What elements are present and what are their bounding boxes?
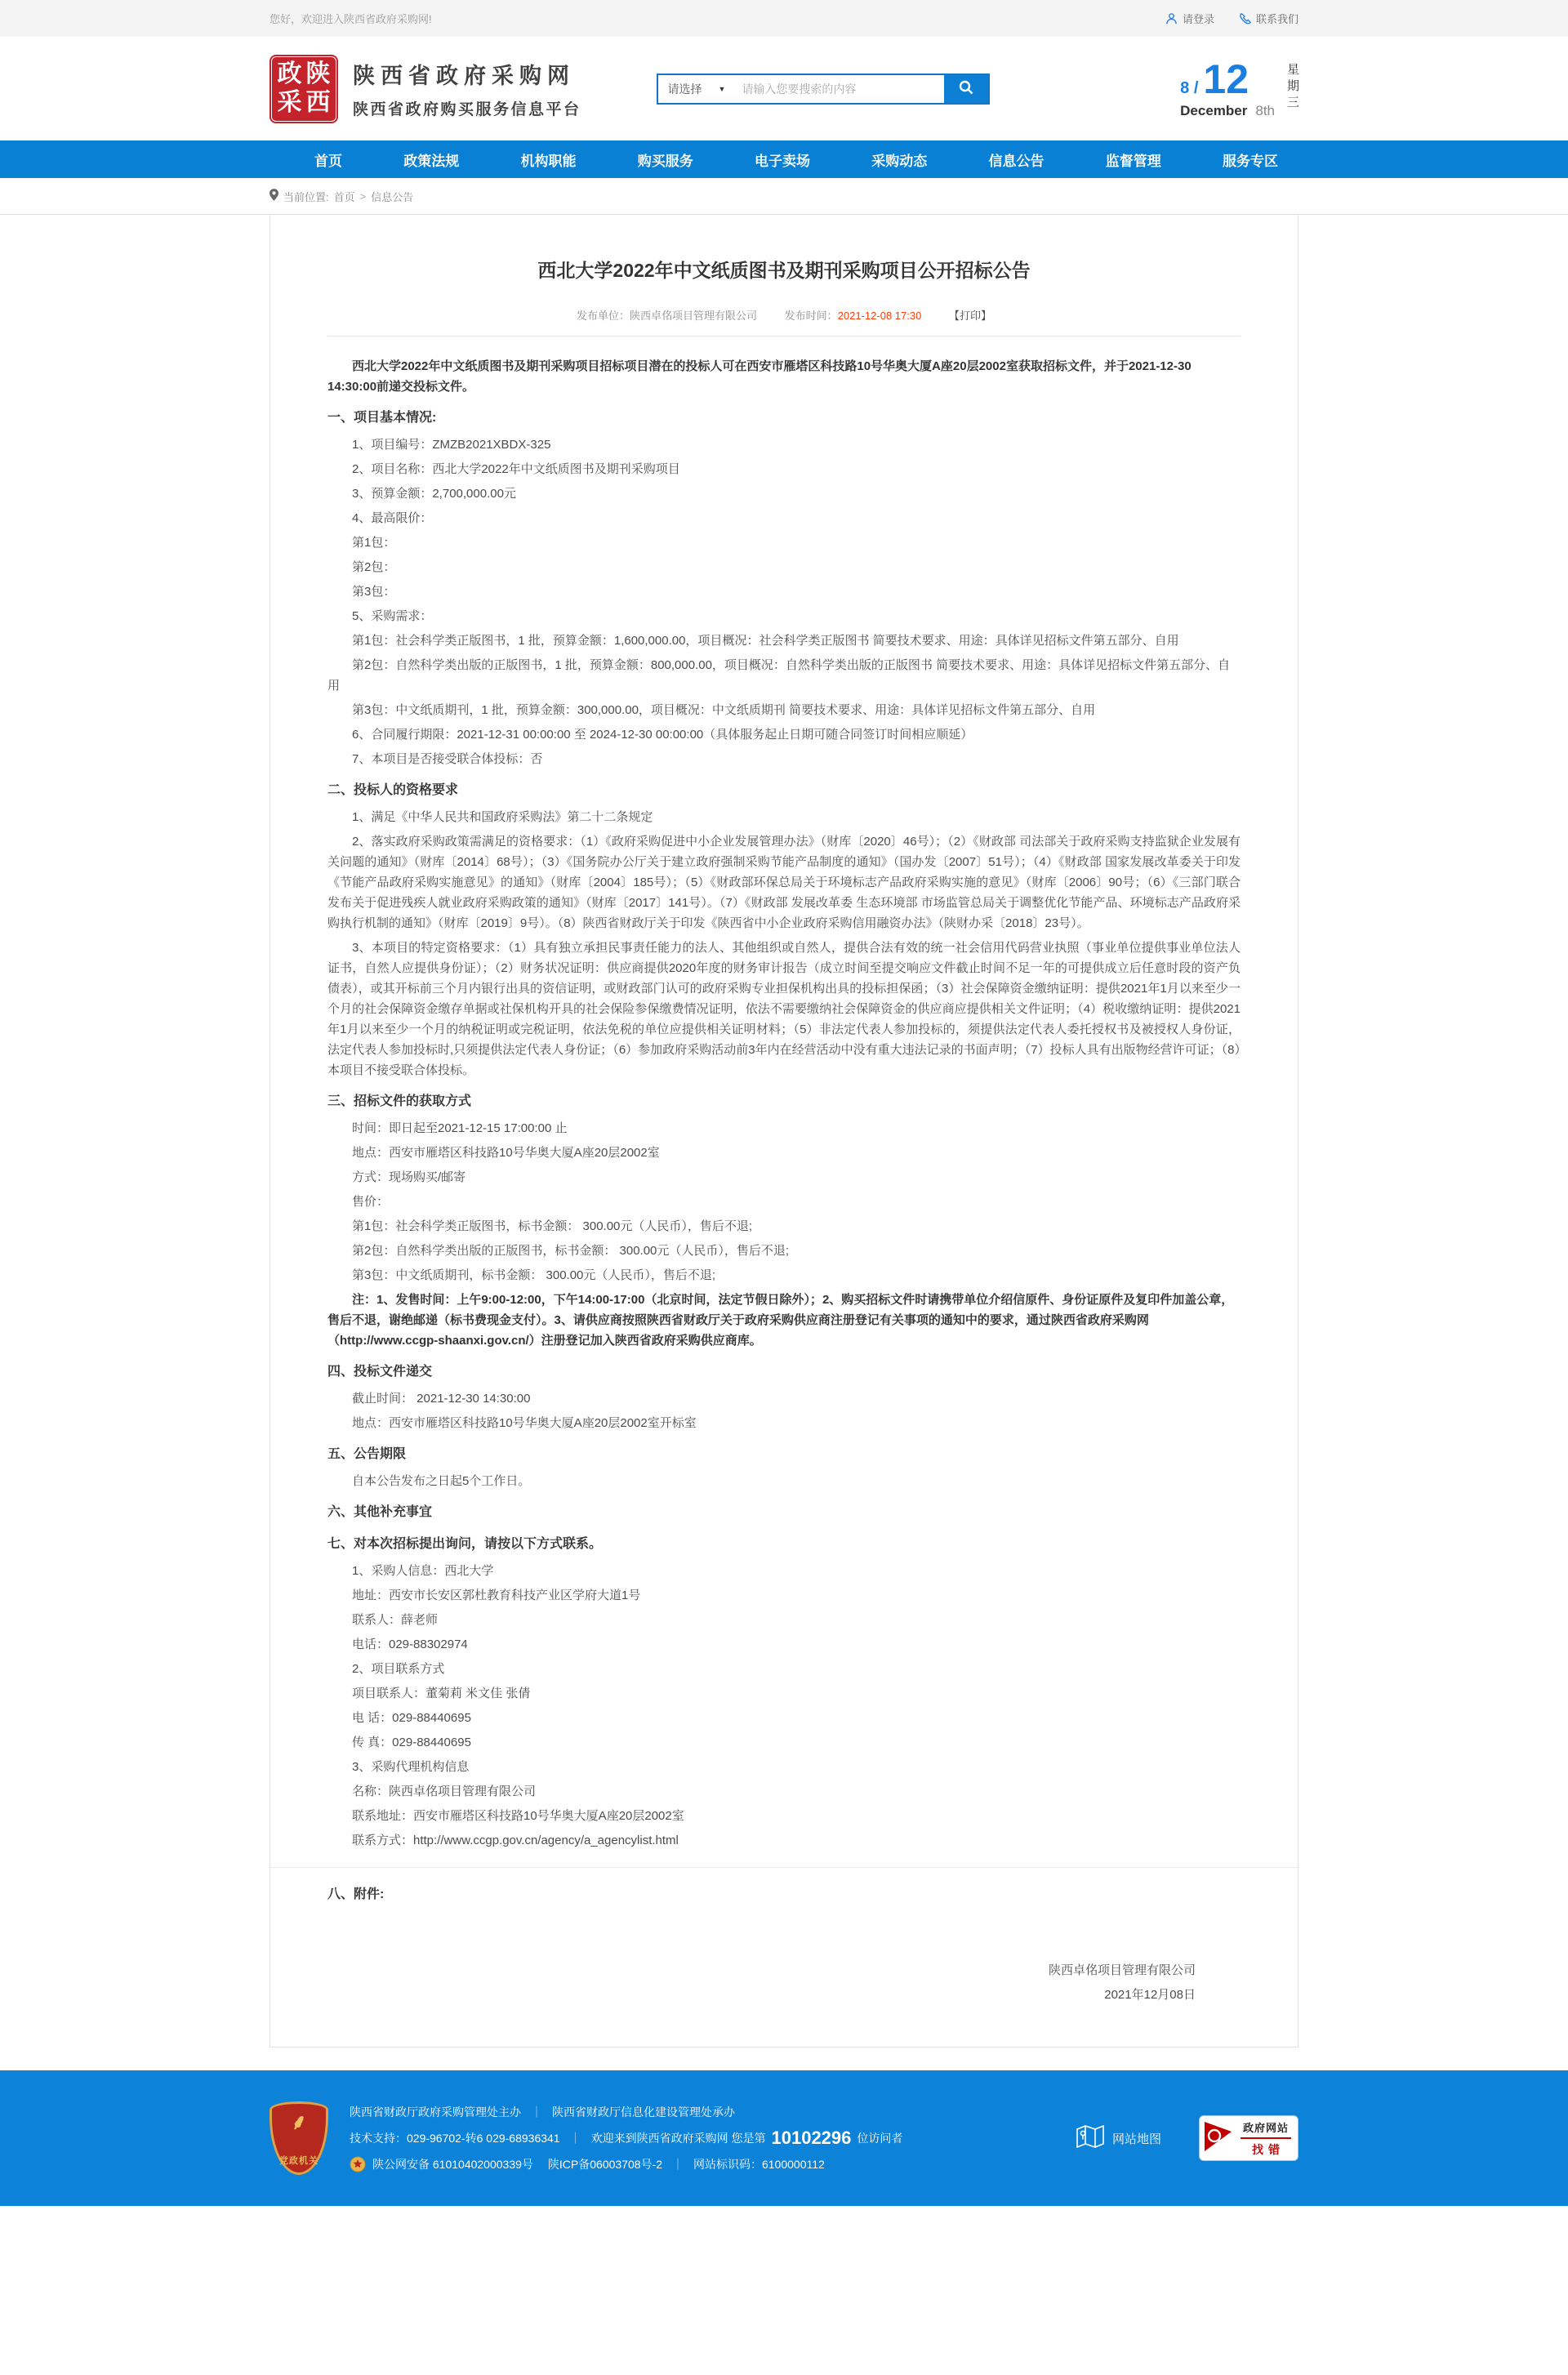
gov-site-error-report-badge[interactable]	[1199, 2115, 1298, 2161]
doc-paragraph: 7、本项目是否接受联合体投标：否	[352, 752, 543, 766]
badge-rule	[1241, 2137, 1291, 2139]
doc-paragraph: 项目联系人：董菊莉 米文佳 张倩	[352, 1687, 531, 1700]
doc-paragraph: 1、采购人信息：西北大学	[352, 1564, 494, 1578]
spacer	[327, 1911, 1241, 1956]
doc-paragraph-long: 2、落实政府采购政策需满足的资格要求：（1）《政府采购促进中小企业发展管理办法》（财库〔2020〕46号）；（2）《财政部 司法部关于政府采购支持监狱企业发展有关问题的通知》（财库〔2014〕68号）；（3）《国务院办公厅关于建立政府强制采购节能产品制度的通知》（国办发〔2007〕51号）；（4）《财政部 国家发展改革委关于印发《节能产品政府采购实施意见》的通知》（财库〔2004〕185号）；（5）《财政部环保总局关于环境标志产品政府采购实施的意见》（财库〔2006〕90号；（6）《三部门联合发布关于促进残疾人就业政府采购政策的通知》（财库〔2017〕141号）。（7）《财政部 发展改革委 生态环境部 市场监管总局关于调整优化节能产品、环境标志产品政府采购执行机制的通知》（财库〔2019〕9号）。（8）陕西省财政厅关于印发《陕西省中小企业政府采购信用融资办法》（陕财办采〔2018〕23号）。	[327, 835, 1241, 930]
visitor-welcome-post: 位访问者	[857, 2132, 903, 2145]
content-area	[0, 214, 1568, 2070]
footer-separator: ｜	[531, 2105, 542, 2119]
search-select-label: 请选择	[667, 82, 702, 96]
doc-paragraph: 1、项目编号：ZMZB2021XBDX-325	[352, 438, 551, 452]
content-divider	[270, 1867, 1298, 1868]
footer-beian	[350, 2156, 902, 2172]
signature-company: 陕西卓佲项目管理有限公司	[1048, 1963, 1196, 1977]
nav-item-1[interactable]: 政策法规	[403, 153, 460, 169]
location-pin-icon	[270, 189, 278, 203]
section-heading: 五、公告期限	[327, 1447, 407, 1461]
torch-glyph: ⸙	[291, 2110, 307, 2134]
print-button[interactable]: 【打印】	[948, 310, 991, 322]
contact-label: 联系我们	[1255, 13, 1298, 25]
nav-item-3[interactable]: 购买服务	[637, 153, 693, 169]
doc-paragraph-bold: 西北大学2022年中文纸质图书及期刊采购项目招标项目潜在的投标人可在西安市雁塔区科技路10号华奥大厦A座20层2002室获取招标文件，并于2021-12-30 14:30:00前递交投标文件。	[327, 359, 1192, 394]
site-title: 陕西省政府采购网	[353, 64, 575, 88]
nav-item-4[interactable]: 电子卖场	[755, 153, 810, 169]
date-weekday: 星期三	[1285, 63, 1299, 112]
login-label: 请登录	[1182, 13, 1214, 25]
doc-paragraph: 6、合同履行期限：2021-12-31 00:00:00 至 2024-12-30 00:00:00（具体服务起止日期可随合同签订时间相应顺延）	[352, 728, 973, 742]
breadcrumb-separator: >	[359, 189, 367, 203]
time-label: 发布时间：	[784, 310, 838, 322]
section-heading: 一、项目基本情况:	[327, 411, 437, 425]
publish-time	[785, 310, 922, 322]
footer-separator: ｜	[569, 2132, 581, 2145]
main-nav	[0, 140, 1568, 178]
doc-paragraph: 1、满足《中华人民共和国政府采购法》第二十二条规定	[352, 810, 653, 824]
nav-item-6[interactable]: 信息公告	[988, 153, 1045, 169]
doc-paragraph-long: 3、本项目的特定资格要求：（1）具有独立承担民事责任能力的法人、其他组织或自然人，提供合法有效的统一社会信用代码营业执照（事业单位提供事业单位法人证书，自然人应提供身份证）；（2）财务状况证明：供应商提供2020年度的财务审计报告（成立时间至提交响应文件截止时间不足一年的可提供成立后任意时段的资产负债表），或其开标前三个月内银行出具的资信证明，或财政部门认可的政府采购专业担保机构出具的投标担保函；（3）社会保障资金缴纳证明：提供2021年1月以来至少一个月的社会保障资金缴存单据或社保机构开具的社会保险参保缴费情况证明，依法不需要缴纳社会保障资金的供应商应提供相关文件证明；（4）税收缴纳证明：提供2021年1月以来至少一个月的纳税证明或完税证明，依法免税的单位应提供相关证明材料；（5）非法定代表人参加投标的，须提供法定代表人委托授权书及被授权人身份证，法定代表人参加投标时,只须提供法定代表人身份证；（6）参加政府采购活动前3年内在经营活动中没有重大违法记录的书面声明；（7）投标人具有出版物经营许可证；（8）本项目不接受联合体投标。	[327, 941, 1241, 1077]
section-heading: 六、其他补充事宜	[327, 1505, 433, 1519]
doc-paragraph: 第3包：	[352, 585, 396, 599]
document-body	[327, 356, 1241, 1956]
site-code: 6100000112	[761, 2158, 825, 2171]
site-code-label: 网站标识码：	[693, 2158, 762, 2171]
doc-paragraph: 电 话：029-88440695	[352, 1711, 471, 1725]
breadcrumb-home[interactable]: 首页	[333, 190, 355, 203]
section-heading: 二、投标人的资格要求	[327, 783, 459, 797]
topbar	[0, 0, 1568, 37]
announcement-card	[270, 215, 1298, 2047]
breadcrumb-current[interactable]: 信息公告	[371, 190, 414, 203]
site-logo[interactable]	[270, 55, 338, 123]
doc-paragraph: 联系地址：西安市雁塔区科技路10号华奥大厦A座20层2002室	[352, 1809, 684, 1823]
section-heading: 三、招标文件的获取方式	[327, 1094, 472, 1108]
visitor-count: 10102296	[771, 2128, 852, 2148]
nav-item-0[interactable]: 首页	[314, 153, 342, 169]
date-day: 8 /	[1180, 79, 1199, 97]
doc-paragraph: 第2包：	[352, 560, 396, 574]
signature-date: 2021年12月08日	[1104, 1988, 1196, 2002]
doc-paragraph: 联系方式：http://www.ccgp.gov.cn/agency/a_agencylist.html	[352, 1834, 679, 1847]
search-button[interactable]	[944, 75, 988, 103]
doc-paragraph: 2、项目联系方式	[352, 1662, 445, 1676]
doc-paragraph: 5、采购需求：	[352, 609, 433, 623]
organizer-right: 陕西省财政厅信息化建设管理处承办	[552, 2105, 735, 2119]
contact-link[interactable]	[1239, 11, 1298, 26]
time-value: 2021-12-08 17:30	[837, 310, 922, 322]
error-report-icon	[1204, 2120, 1235, 2157]
article-meta	[327, 307, 1241, 323]
badge-line2: 找错	[1252, 2142, 1285, 2156]
doc-paragraph: 2、项目名称：西北大学2022年中文纸质图书及期刊采购项目	[352, 462, 680, 476]
support-label: 技术支持：	[350, 2132, 407, 2145]
doc-paragraph: 第2包：自然科学类出版的正版图书，标书金额： 300.00元（人民币），售后不退;	[352, 1244, 790, 1258]
doc-paragraph: 名称：陕西卓佲项目管理有限公司	[352, 1785, 537, 1798]
date-ordinal: 8th	[1255, 103, 1275, 118]
doc-paragraph-bold: 注：1、发售时间：上午9:00-12:00，下午14:00-17:00（北京时间，法定节假日除外）；2、购买招标文件时请携带单位介绍信原件、身份证原件及复印件加盖公章，售后不退，谢绝邮递（标书费现金支付）。3、请供应商按照陕西省财政厅关于政府采购供应商注册登记有关事项的通知中的要求，通过陕西省政府采购网（http://www.ccgp-shaanxi.gov.cn/）注册登记加入陕西省政府采购供应商库。	[327, 1293, 1234, 1348]
user-icon	[1165, 12, 1178, 25]
doc-paragraph: 地点：西安市雁塔区科技路10号华奥大厦A座20层2002室开标室	[352, 1416, 697, 1430]
doc-paragraph: 4、最高限价：	[352, 511, 433, 525]
icp-beian[interactable]: 陕ICP备06003708号-2	[547, 2158, 662, 2171]
nav-item-5[interactable]: 采购动态	[871, 153, 928, 169]
publisher-label: 发布单位：	[577, 310, 630, 322]
doc-paragraph: 截止时间： 2021-12-30 14:30:00	[352, 1392, 531, 1406]
page-title: 西北大学2022年中文纸质图书及期刊采购项目公开招标公告	[537, 260, 1031, 281]
nav-item-7[interactable]: 监督管理	[1105, 153, 1161, 169]
doc-paragraph: 自本公告发布之日起5个工作日。	[352, 1474, 531, 1488]
doc-paragraph: 方式：现场购买/邮寄	[352, 1170, 466, 1184]
organizer-left: 陕西省财政厅政府采购管理处主办	[350, 2105, 521, 2119]
breadcrumb-prefix: 当前位置:	[283, 190, 329, 203]
doc-paragraph: 联系人：薛老师	[352, 1613, 439, 1627]
search-icon	[958, 79, 974, 98]
doc-paragraph: 第3包：中文纸质期刊，标书金额： 300.00元（人民币），售后不退;	[352, 1268, 716, 1282]
visitor-welcome-pre: 欢迎来到陕西省政府采购网 您是第	[590, 2132, 766, 2145]
login-link[interactable]	[1165, 11, 1214, 26]
nav-item-8[interactable]: 服务专区	[1223, 153, 1278, 169]
footer-organizers	[350, 2104, 902, 2120]
logo-char: 西	[305, 89, 331, 116]
doc-paragraph: 第1包：	[352, 536, 396, 550]
search-input[interactable]	[733, 75, 943, 103]
doc-paragraph: 传 真：029-88440695	[352, 1736, 471, 1749]
site-footer	[0, 2070, 1568, 2206]
sitemap-link[interactable]	[1076, 2124, 1161, 2152]
badge-line1: 政府网站	[1242, 2121, 1289, 2134]
date-month-name: December	[1180, 103, 1248, 118]
section-heading: 七、对本次招标提出询问，请按以下方式联系。	[327, 1537, 603, 1551]
doc-paragraph: 第1包：社会科学类正版图书，标书金额： 300.00元（人民币），售后不退;	[352, 1219, 753, 1233]
doc-paragraph: 第3包：中文纸质期刊，1 批，预算金额：300,000.00，项目概况：中文纸质期刊 简要技术要求、用途：具体详见招标文件第五部分、自用	[352, 703, 1096, 717]
welcome-text: 您好，欢迎进入陕西省政府采购网!	[270, 13, 432, 25]
publisher-value: 陕西卓佲项目管理有限公司	[630, 310, 758, 322]
nav-item-2[interactable]: 机构职能	[520, 153, 577, 169]
chevron-down-icon: ▼	[718, 84, 726, 93]
footer-separator: ｜	[671, 2158, 684, 2171]
support-phones: 029-96702-转6 029-68936341	[407, 2132, 560, 2145]
section-heading: 四、投标文件递交	[327, 1365, 433, 1379]
site-subtitle: 陕西省政府购买服务信息平台	[353, 101, 581, 118]
date-widget	[1180, 58, 1298, 119]
gongan-beian[interactable]: 陕公网安备 61010402000339号	[372, 2158, 533, 2171]
breadcrumb	[0, 178, 1568, 214]
sitemap-label: 网站地图	[1111, 2132, 1161, 2146]
doc-paragraph: 时间：即日起至2021-12-15 17:00:00 止	[352, 1121, 568, 1135]
logo-char: 政	[277, 60, 302, 87]
section-heading: 八、附件:	[327, 1887, 385, 1901]
doc-paragraph: 第2包：自然科学类出版的正版图书，1 批，预算金额：800,000.00，项目概况：自然科学类出版的正版图书 简要技术要求、用途：具体详见招标文件第五部分、自用	[327, 658, 1231, 693]
doc-paragraph: 电话：029-88302974	[352, 1638, 468, 1651]
logo-char: 陕	[305, 60, 331, 87]
footer-support	[350, 2128, 902, 2149]
doc-paragraph: 地点：西安市雁塔区科技路10号华奥大厦A座20层2002室	[352, 1146, 660, 1160]
date-month: 12	[1203, 56, 1250, 102]
phone-icon	[1239, 12, 1251, 25]
shield-label: 党政机关	[279, 2156, 318, 2166]
map-icon	[1076, 2124, 1104, 2152]
police-badge-icon	[350, 2156, 366, 2172]
search-box	[657, 74, 990, 105]
logo-char: 采	[277, 89, 302, 116]
doc-paragraph: 第1包：社会科学类正版图书，1 批，预算金额：1,600,000.00，项目概况：社会科学类正版图书 简要技术要求、用途：具体详见招标文件第五部分、自用	[352, 634, 1179, 648]
doc-paragraph: 售价：	[352, 1195, 390, 1209]
doc-paragraph: 3、采购代理机构信息	[352, 1760, 470, 1774]
search-category-select[interactable]	[658, 75, 734, 103]
doc-paragraph: 3、预算金额：2,700,000.00元	[352, 487, 516, 501]
site-header	[0, 37, 1568, 140]
party-gov-shield-icon	[270, 2101, 328, 2175]
doc-paragraph: 地址：西安市长安区郭杜教育科技产业区学府大道1号	[352, 1589, 641, 1602]
